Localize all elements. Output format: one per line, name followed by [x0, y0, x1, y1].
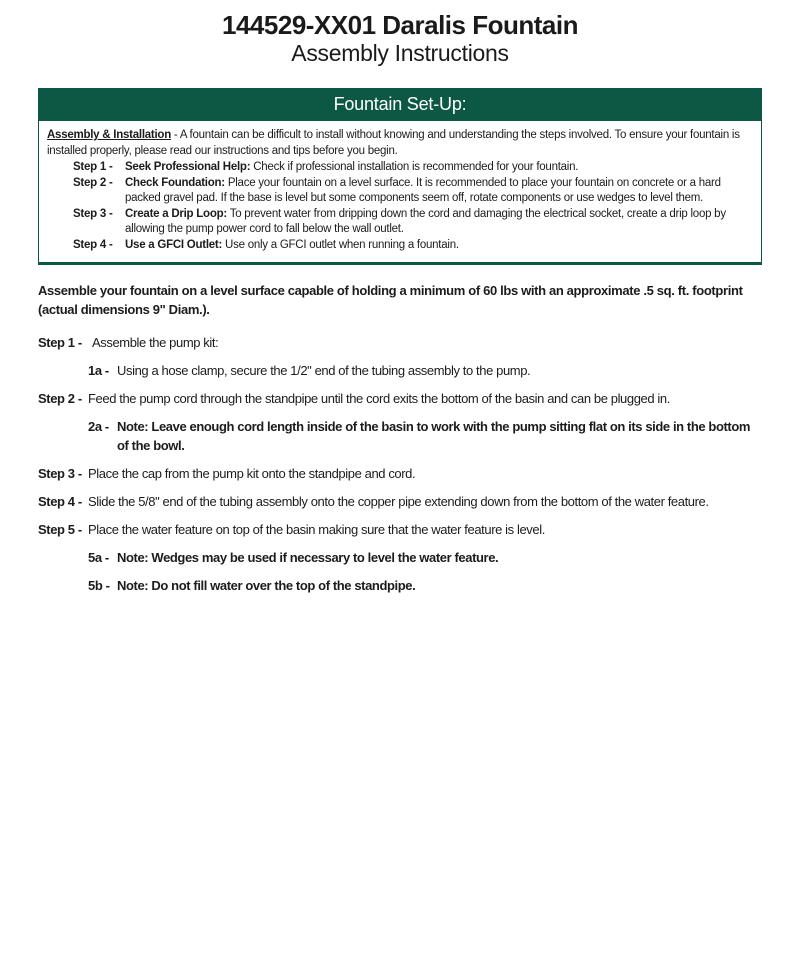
assembly-step-2-label: Step 2 -: [38, 391, 82, 406]
document-title: 144529-XX01 Daralis Fountain: [222, 10, 578, 40]
setup-step-4-text: [125, 238, 753, 254]
setup-step-2-body: Place your fountain on a level surface. It is recommended to place your fountain on concrete or a hard packed gravel pad. If the base is level but some components seem off, rotate components or use wedges to level them.: [125, 176, 721, 204]
assembly-step-2a-text: Note: Leave enough cord length inside of the basin to work with the pump sitting flat on its side in the bottom of the bowl.: [117, 419, 751, 453]
assembly-step-1-text: Assemble the pump kit:: [92, 335, 219, 350]
document-subtitle: Assembly Instructions: [291, 40, 509, 66]
setup-box-header: Fountain Set-Up:: [39, 89, 761, 121]
setup-intro-paragraph: [47, 128, 753, 159]
setup-step-2-label: Step 2 -: [73, 176, 113, 189]
assembly-step-5-text: Place the water feature on top of the basin making sure that the water feature is level.: [88, 522, 545, 537]
setup-step-4: [73, 238, 753, 254]
setup-intro-lead: Assembly & Installation: [47, 129, 171, 141]
assembly-step-5a-label: 5a -: [88, 550, 109, 565]
assembly-step-1a-text: Using a hose clamp, secure the 1/2" end of the tubing assembly to the pump.: [117, 363, 531, 378]
assembly-step-1a-label: 1a -: [88, 363, 109, 378]
assembly-step-5b-text: Note: Do not fill water over the top of the standpipe.: [117, 578, 416, 593]
assembly-step-1: [38, 333, 762, 352]
setup-step-1: [73, 160, 753, 176]
assembly-step-3-label: Step 3 -: [38, 466, 82, 481]
assembly-step-5b-label: 5b -: [88, 578, 110, 593]
setup-step-2-text: [125, 176, 753, 207]
setup-step-3-body: To prevent water from dripping down the cord and damaging the electrical socket, create a drip loop by allowing the pump power cord to fall below the wall outlet.: [125, 207, 726, 235]
assembly-step-5: [38, 520, 762, 539]
setup-step-4-label: Step 4 -: [73, 238, 113, 251]
assembly-intro-paragraph: Assemble your fountain on a level surface capable of holding a minimum of 60 lbs with an approximate .5 sq. ft. footprint (actual dimensions 9" Diam.).: [38, 283, 743, 317]
setup-step-1-title: Seek Professional Help:: [125, 161, 251, 173]
setup-step-1-label: Step 1 -: [73, 161, 113, 173]
setup-step-3-text: [125, 207, 753, 238]
setup-step-3-label: Step 3 -: [73, 207, 113, 220]
setup-step-1-body: Check if professional installation is recommended for your fountain.: [250, 161, 579, 173]
setup-step-3: [73, 207, 753, 238]
assembly-step-4-label: Step 4 -: [38, 494, 82, 509]
assembly-step-3-text: Place the cap from the pump kit onto the standpipe and cord.: [88, 466, 416, 481]
assembly-step-2a-label: 2a -: [88, 419, 109, 434]
assembly-step-4: [38, 492, 762, 511]
setup-step-4-title: Use a GFCI Outlet:: [125, 238, 223, 251]
assembly-step-4-text: Slide the 5/8" end of the tubing assembly onto the copper pipe extending down from the bottom of the water feature.: [88, 494, 709, 509]
assembly-step-5a-text: Note: Wedges may be used if necessary to level the water feature.: [117, 550, 499, 565]
assembly-step-2a: [88, 417, 762, 455]
assembly-step-1a: [88, 361, 762, 380]
assembly-step-1-label: Step 1 -: [38, 335, 82, 350]
assembly-step-2: [38, 389, 762, 408]
assembly-step-3: [38, 464, 762, 483]
setup-steps-list: [73, 160, 753, 253]
assembly-step-2-text: Feed the pump cord through the standpipe until the cord exits the bottom of the basin and can be plugged in.: [88, 391, 670, 406]
fountain-setup-box: [38, 88, 762, 265]
setup-step-1-text: [125, 160, 753, 176]
setup-step-4-body: Use only a GFCI outlet when running a fountain.: [222, 238, 459, 251]
title-block: [38, 10, 762, 66]
setup-step-2: [73, 176, 753, 207]
setup-step-3-title: Create a Drip Loop:: [125, 207, 227, 220]
assembly-step-5-label: Step 5 -: [38, 522, 82, 537]
assembly-step-5a: [88, 548, 762, 567]
assembly-step-5b: [88, 576, 762, 595]
setup-box-body: [39, 121, 761, 262]
assembly-instructions: [38, 281, 762, 595]
setup-step-2-title: Check Foundation:: [125, 176, 225, 189]
setup-intro-text: - A fountain can be difficult to install without knowing and understanding the steps involved. To ensure your fountain is installed properly, please read our instructions and tips before you begin.: [47, 129, 740, 157]
